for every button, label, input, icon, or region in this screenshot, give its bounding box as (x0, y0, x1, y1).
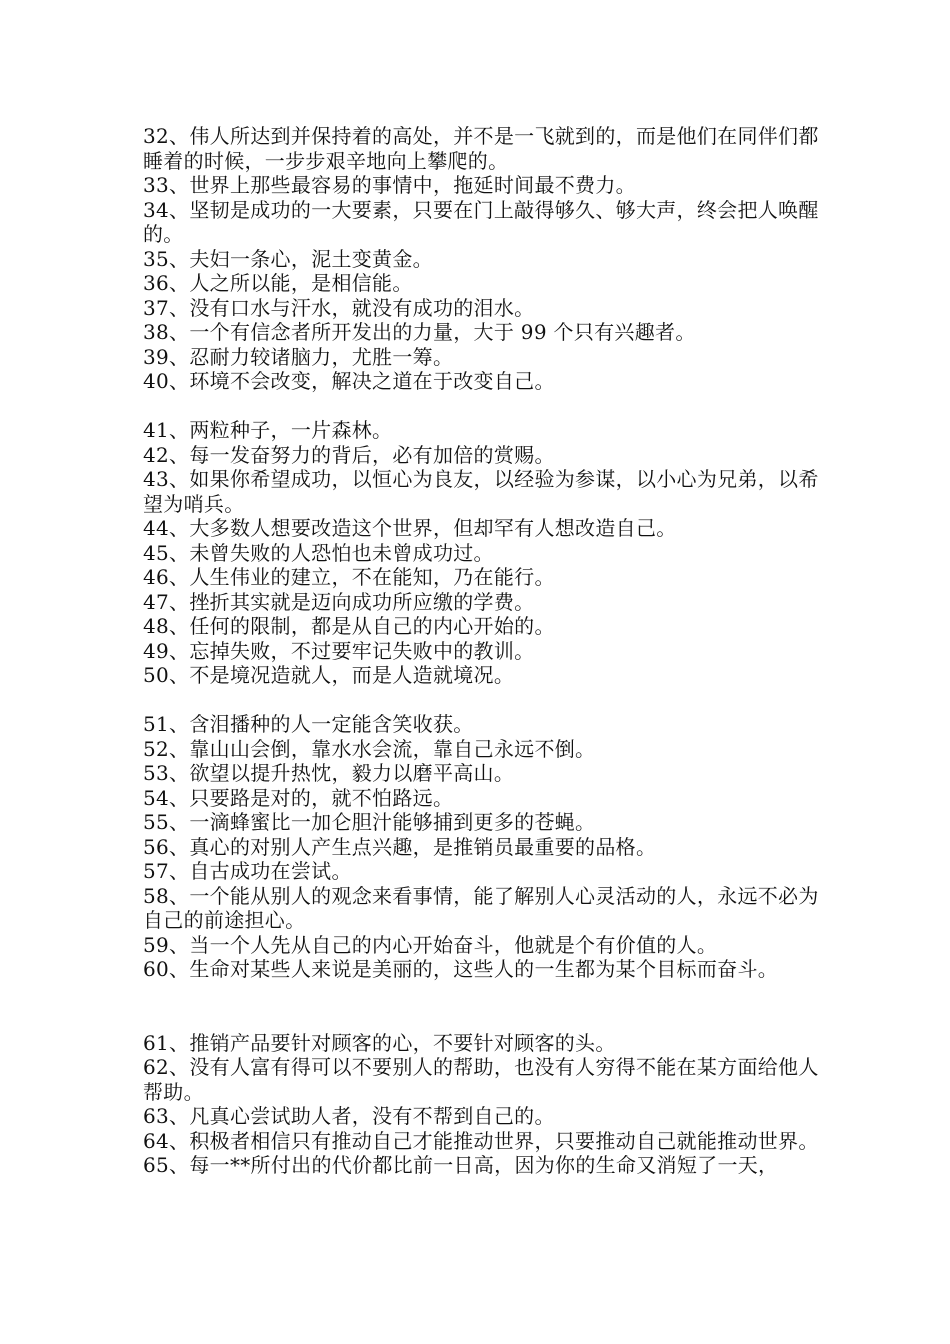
quote-line: 56、真心的对别人产生点兴趣，是推销员最重要的品格。 (143, 834, 657, 859)
quote-line: 36、人之所以能，是相信能。 (143, 271, 413, 295)
document-body (143, 124, 823, 1178)
quote-line: 43、如果你希望成功，以恒心为良友，以经验为参谋，以小心为兄弟，以希望为哨兵。 (143, 467, 819, 516)
quote-line: 37、没有口水与汗水，就没有成功的泪水。 (143, 295, 535, 320)
quote-line: 32、伟人所达到并保持着的高处，并不是一飞就到的，而是他们在同伴们都睡着的时候，一步步艰辛地向上攀爬的。 (143, 124, 819, 173)
quote-line: 48、任何的限制，都是从自己的内心开始的。 (143, 614, 555, 638)
paragraph-group (143, 418, 823, 688)
quote-line: 57、自古成功在尝试。 (143, 859, 352, 883)
quote-line: 45、未曾失败的人恐怕也未曾成功过。 (143, 540, 494, 565)
quote-line: 55、一滴蜂蜜比一加仑胆汁能够捕到更多的苍蝇。 (143, 810, 596, 834)
quote-line: 47、挫折其实就是迈向成功所应缴的学费。 (143, 589, 535, 614)
quote-line: 62、没有人富有得可以不要别人的帮助，也没有人穷得不能在某方面给他人帮助。 (143, 1055, 819, 1104)
quote-line: 41、两粒种子，一片森林。 (143, 418, 393, 442)
quote-line: 34、坚韧是成功的一大要素，只要在门上敲得够久、够大声，终会把人唤醒的。 (143, 197, 819, 246)
quote-line: 44、大多数人想要改造这个世界，但却罕有人想改造自己。 (143, 516, 677, 540)
quote-line: 59、当一个人先从自己的内心开始奋斗，他就是个有价值的人。 (143, 932, 718, 957)
quote-line: 46、人生伟业的建立，不在能知，乃在能行。 (143, 565, 555, 589)
quote-line: 50、不是境况造就人，而是人造就境况。 (143, 663, 515, 687)
quote-line: 40、环境不会改变，解决之道在于改变自己。 (143, 369, 555, 393)
quote-line: 33、世界上那些最容易的事情中，拖延时间最不费力。 (143, 173, 636, 197)
quote-line: 60、生命对某些人来说是美丽的，这些人的一生都为某个目标而奋斗。 (143, 957, 779, 981)
quote-line: 61、推销产品要针对顾客的心，不要针对顾客的头。 (143, 1030, 616, 1055)
paragraph-group (143, 124, 823, 394)
quote-line: 39、忍耐力较诸脑力，尤胜一筹。 (143, 344, 454, 369)
quote-line: 35、夫妇一条心，泥土变黄金。 (143, 246, 433, 271)
quote-line: 52、靠山山会倒，靠水水会流，靠自己永远不倒。 (143, 736, 596, 761)
quote-line: 64、积极者相信只有推动自己才能推动世界，只要推动自己就能推动世界。 (143, 1128, 819, 1153)
quote-line: 63、凡真心尝试助人者，没有不帮到自己的。 (143, 1104, 555, 1128)
quote-line: 51、含泪播种的人一定能含笑收获。 (143, 712, 474, 736)
quote-line: 65、每一**所付出的代价都比前一日高，因为你的生命又消短了一天， (143, 1153, 779, 1177)
quote-line: 49、忘掉失败，不过要牢记失败中的教训。 (143, 638, 535, 663)
quote-line: 42、每一发奋努力的背后，必有加倍的赏赐。 (143, 442, 555, 467)
paragraph-group (143, 1031, 823, 1178)
quote-line: 58、一个能从别人的观念来看事情，能了解别人心灵活动的人，永远不必为自己的前途担心。 (143, 883, 819, 932)
paragraph-group (143, 712, 823, 982)
quote-line: 38、一个有信念者所开发出的力量，大于 99 个只有兴趣者。 (143, 320, 696, 344)
quote-line: 54、只要路是对的，就不怕路远。 (143, 785, 454, 810)
quote-line: 53、欲望以提升热忱，毅力以磨平高山。 (143, 761, 515, 785)
